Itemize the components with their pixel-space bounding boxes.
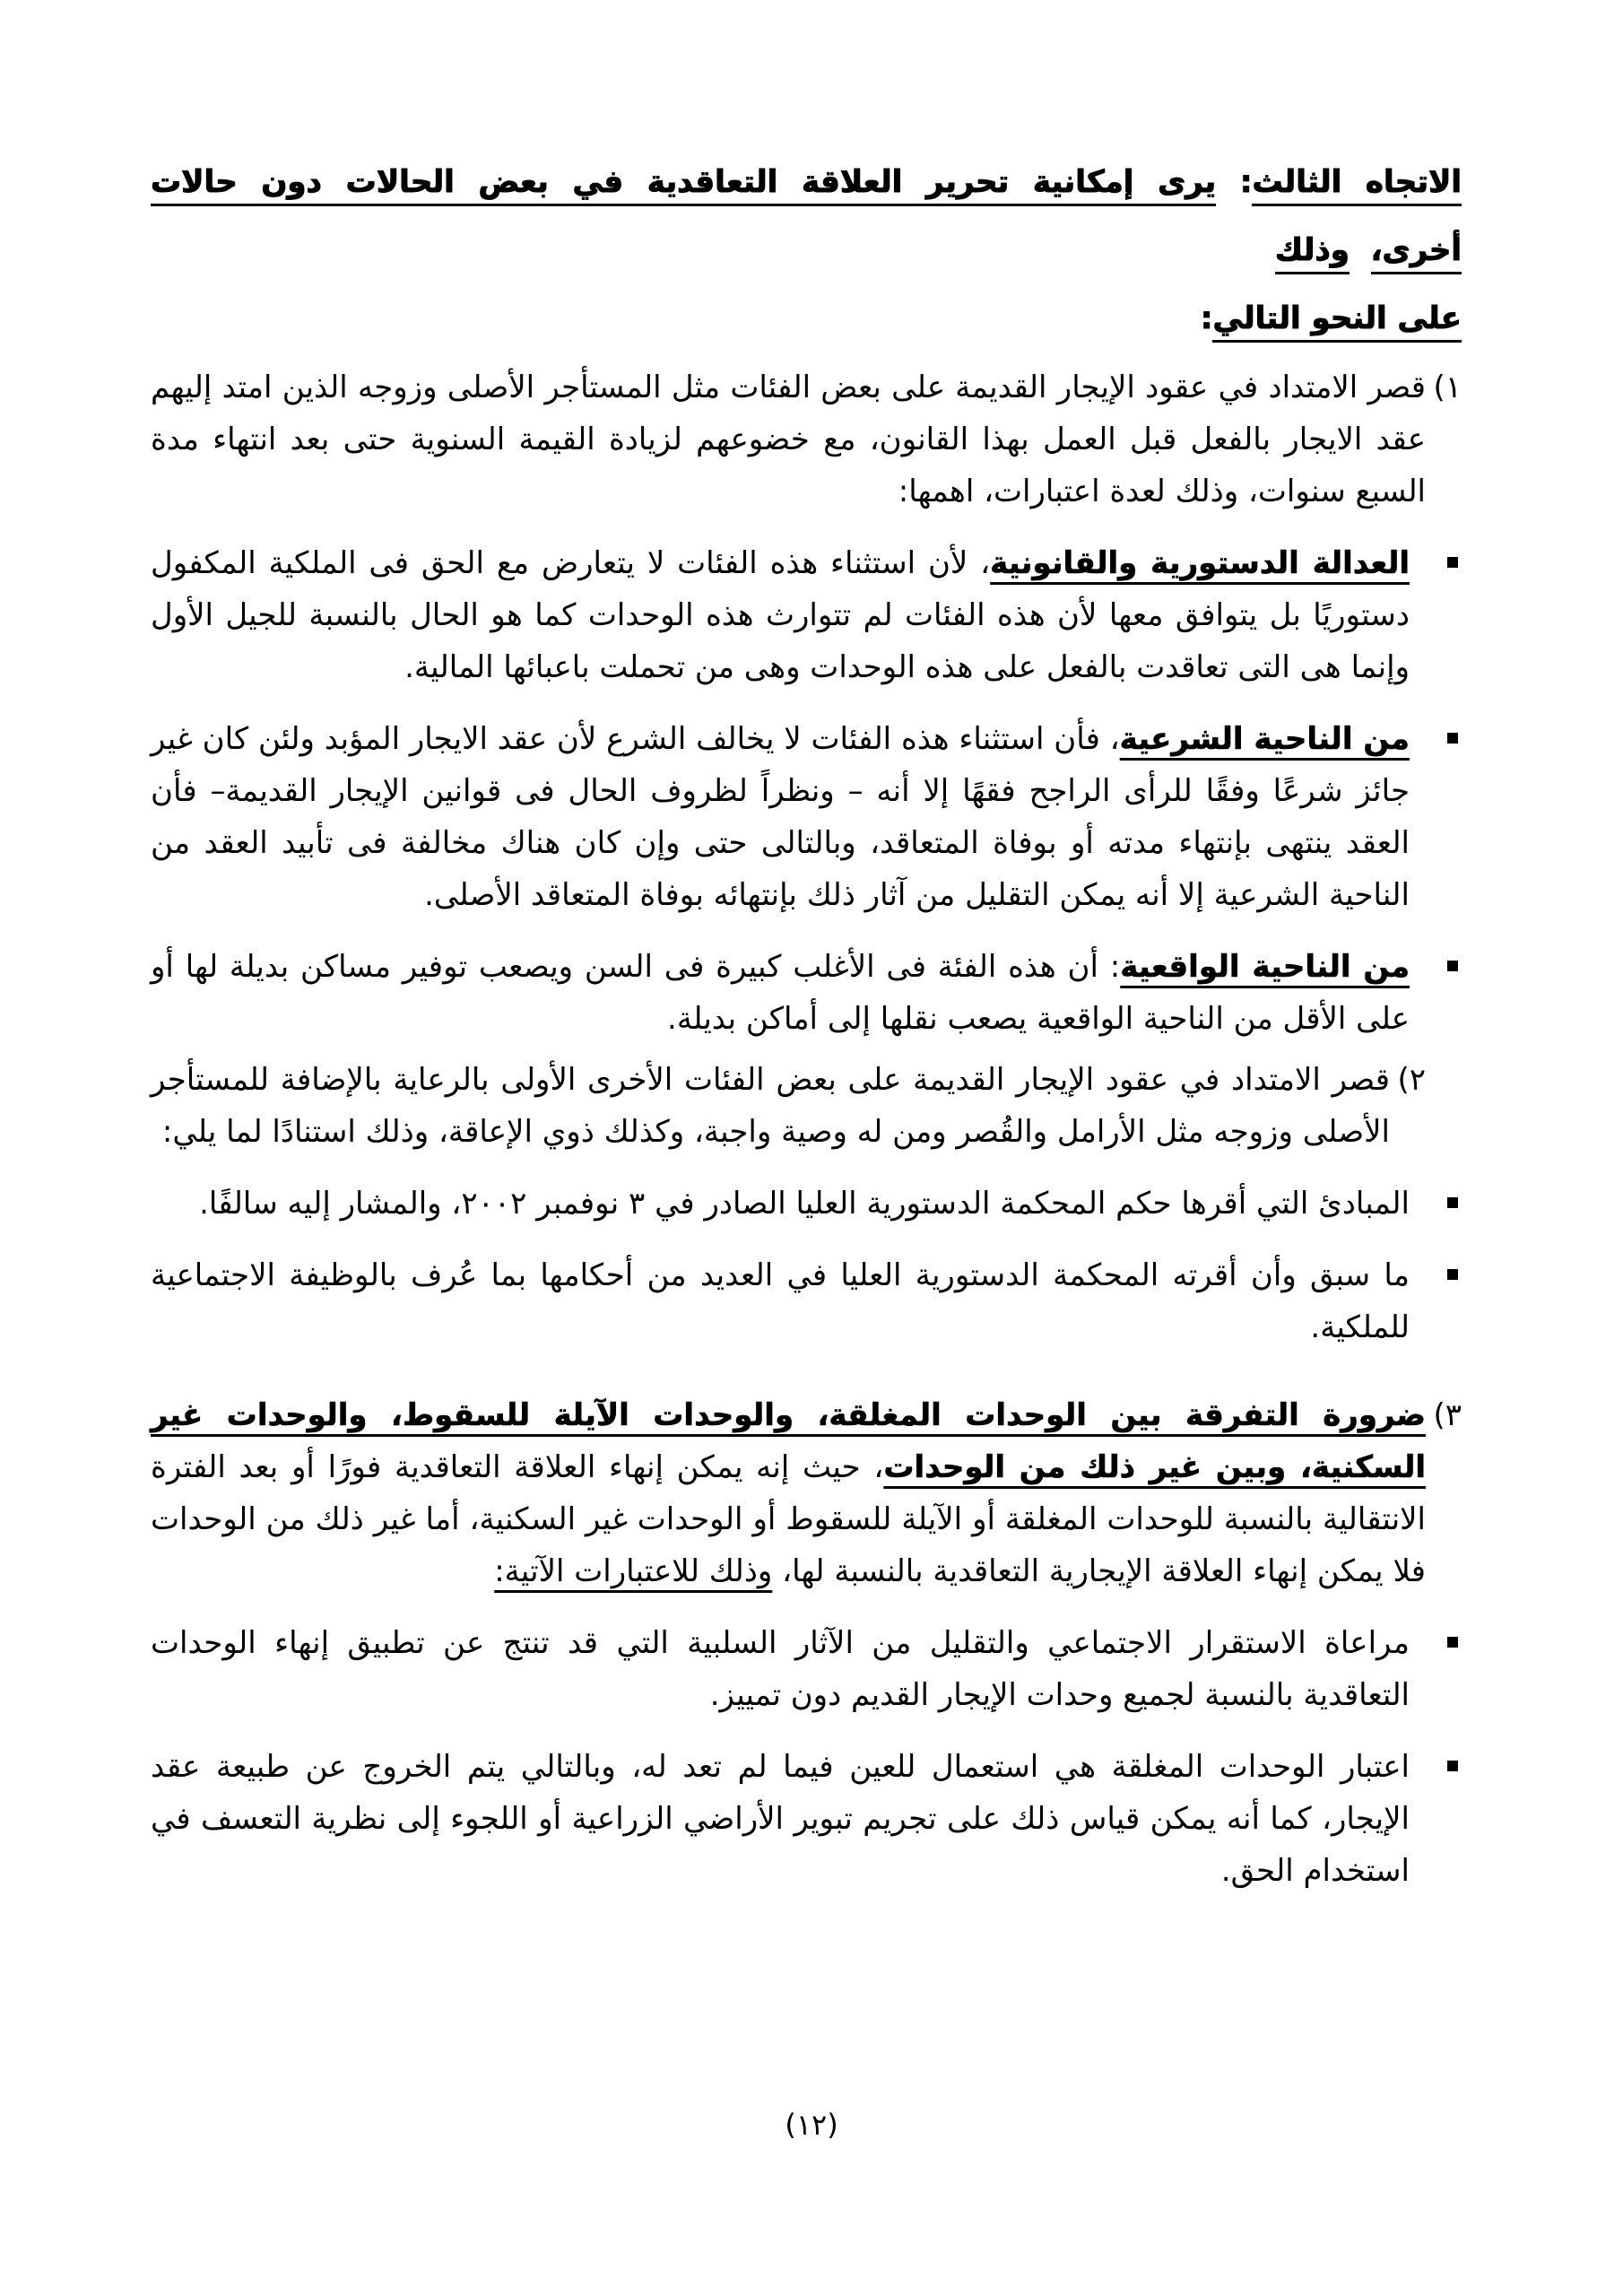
square-bullet-icon [1447,1761,1458,1771]
item-number: ١) [1433,370,1462,405]
bullet-body: أن هذه الفئة فى الأغلب كبيرة فى السن ويصعب توفير مساكن بديلة لها أو على الأقل من الناحية الواقعية يصعب نقلها إلى أماكن بديلة. [151,949,1410,1037]
bullet-item [151,1178,1462,1230]
item-text: قصر الامتداد في عقود الإيجار القديمة على بعض الفئات الأخرى الأولى بالرعاية بالإضافة للمستأجر الأصلى وزوجه مثل الأرامل والقُصر ومن له وصية واجبة، وكذلك ذوي الإعاقة، وذلك استنادًا لما يلي: [151,1062,1390,1150]
bullet-separator: : [1098,949,1121,985]
bullet-item [151,1617,1462,1721]
item-body: حيث إنه يمكن إنهاء العلاقة التعاقدية فورًا أو بعد الفترة الانتقالية بالنسبة للوحدات المغلقة أو الآيلة للسقوط أو الوحدات غير السكنية، أما غير ذلك من الوحدات فلا يمكن إنهاء العلاقة الإيجارية التعاقدية بالنسبة لها، [151,1449,1426,1589]
heading-colon: : [1216,164,1253,200]
bullet-separator: ، [1099,721,1120,757]
page-number: (١٢) [785,2108,838,2142]
square-bullet-icon [1447,1269,1458,1280]
item-separator: ، [860,1449,884,1485]
item-lead: ضرورة التفرقة بين الوحدات المغلقة، والوحدات الآيلة للسقوط، والوحدات غير السكنية، وبين غير ذلك من الوحدات [151,1397,1427,1485]
item-tail: وذلك للاعتبارات الآتية: [494,1553,773,1589]
square-bullet-icon [1447,1197,1458,1208]
bullet-item [151,537,1462,693]
bullet-separator: ، [968,545,991,581]
heading-label: الاتجاه الثالث [1252,164,1462,206]
bullet-lead: من الناحية الشرعية [1119,721,1410,757]
bullet-item [151,1249,1462,1353]
bullet-text: اعتبار الوحدات المغلقة هي استعمال للعين فيما لم تعد له، وبالتالي يتم الخروج عن طبيعة عقد الإيجار، كما أنه يمكن قياس ذلك على تجريم تبوير الأراضي الزراعية أو اللجوء إلى نظرية التعسف في استخدام الحق. [151,1749,1410,1889]
section-heading [151,148,1462,352]
bullet-text [151,941,1410,1045]
numbered-item-3 [151,1389,1462,1597]
bullet-text [151,713,1410,921]
bullet-text: المبادئ التي أقرها حكم المحكمة الدستورية العليا الصادر في ٣ نوفمبر ٢٠٠٢، والمشار إليه سالفًا. [199,1186,1410,1222]
item-text [151,1389,1426,1597]
bullet-body: لأن استثناء هذه الفئات لا يتعارض مع الحق فى الملكية المكفول دستوريًا بل يتوافق معها لأن هذه الفئات لم تتوارث هذه الوحدات كما هو الحال بالنسبة للجيل الأول وإنما هى التى تعاقدت بالفعل على هذه الوحدات وهى من تحملت باعبائها المالية. [151,545,1410,685]
numbered-item-1 [151,361,1462,517]
square-bullet-icon [1447,557,1458,568]
bullet-body: فأن استثناء هذه الفئات لا يخالف الشرع لأن عقد الايجار المؤبد ولئن كان غير جائز شرعًا وفقًا للرأى الراجح فقهًا إلا أنه – ونظراً لظروف الحال فى قوانين الإيجار القديمة– فأن العقد ينتهى بإنتهاء مدته أو بوفاة المتعاقد، وبالتالى حتى وإن كان هناك مخالفة فى تأبيد العقد من الناحية الشرعية إلا أنه يمكن التقليل من آثار ذلك بإنتهائه بوفاة المتعاقد الأصلى. [151,721,1410,913]
square-bullet-icon [1447,961,1458,971]
heading-underlined-text: يرى إمكانية تحرير العلاقة التعاقدية في بعض الحالات دون حالات أخرى، [151,164,1462,274]
bullet-lead: العدالة الدستورية والقانونية [990,545,1410,581]
numbered-item-2 [151,1054,1426,1158]
bullet-item [151,1741,1462,1897]
heading-line2: على النحو التالي [1212,300,1462,343]
document-page [151,148,1462,1897]
square-bullet-icon [1447,733,1458,744]
heading-tail: وذلك [1275,232,1350,274]
bullet-text: ما سبق وأن أقرته المحكمة الدستورية العليا في العديد من أحكامها بما عُرف بالوظيفة الاجتماعية للملكية. [151,1257,1410,1345]
heading-line2-colon: : [1200,300,1213,336]
item-number: ٣) [1433,1397,1462,1433]
item-text: قصر الامتداد في عقود الإيجار القديمة على بعض الفئات مثل المستأجر الأصلى وزوجه الذين امتد إليهم عقد الايجار بالفعل قبل العمل بهذا القانون، مع خضوعهم لزيادة القيمة السنوية حتى بعد انتهاء مدة السبع سنوات، وذلك لعدة اعتبارات، اهمها: [151,370,1426,509]
bullet-text [151,537,1410,693]
bullet-text: مراعاة الاستقرار الاجتماعي والتقليل من الآثار السلبية التي قد تنتج عن تطبيق إنهاء الوحدات التعاقدية بالنسبة لجميع وحدات الإيجار القديم دون تمييز. [151,1625,1410,1713]
bullet-item [151,713,1462,921]
item-number: ٢) [1397,1062,1426,1098]
square-bullet-icon [1447,1637,1458,1648]
bullet-item [151,941,1462,1045]
bullet-lead: من الناحية الواقعية [1120,949,1410,985]
